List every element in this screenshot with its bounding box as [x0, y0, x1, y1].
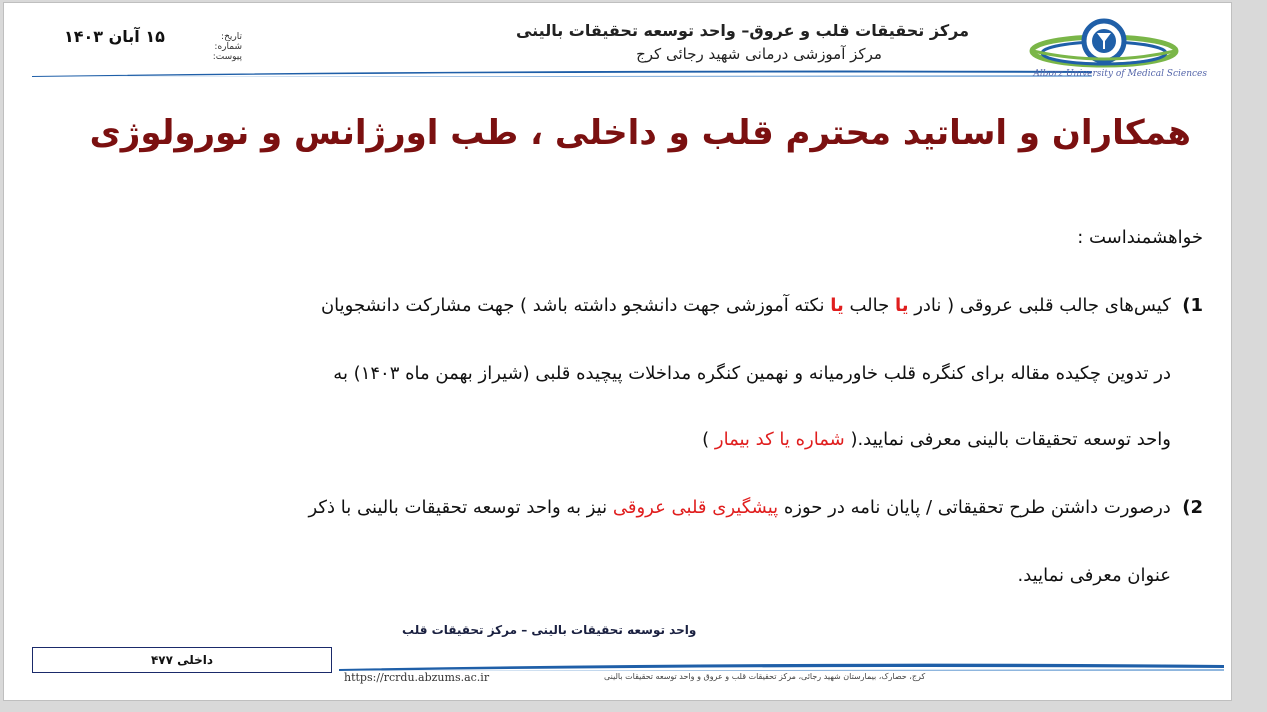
item1-text-a: کیس‌های جالب قلبی عروقی ( نادر: [908, 295, 1171, 316]
footer-url: https://rcrdu.abzums.ac.ir: [344, 671, 490, 684]
item2-line1: [308, 497, 1203, 518]
letter-date: ۱۵ آبان ۱۴۰۳: [64, 27, 165, 46]
meta-number-label: شماره:: [214, 42, 242, 52]
signature: واحد توسعه تحقیقات بالینی – مرکز تحقیقات قلب: [402, 623, 697, 637]
meta-attachment-label: پیوست:: [212, 52, 242, 62]
letter-page: [3, 2, 1232, 701]
item2-number: 2): [1182, 497, 1203, 518]
item1-or-1: یا: [894, 295, 909, 316]
item1-patient-code: شماره یا کد بیمار: [714, 429, 845, 450]
item1-text-c: نکته آموزشی جهت دانشجو داشته باشد ) جهت مشارکت دانشجویان: [320, 295, 831, 316]
item2-text-a: درصورت داشتن طرح تحقیقاتی / پایان نامه در حوزه: [778, 497, 1171, 518]
footer-address: کرج، حصارک، بیمارستان شهید رجائی، مرکز تحقیقات قلب و عروق و واحد توسعه تحقیقات بالینی: [604, 672, 926, 681]
university-name: Alborz University of Medical Sciences: [1033, 69, 1207, 79]
header-center-line2: مرکز آموزشی درمانی شهید رجائی کرج: [636, 45, 882, 63]
item2-prevention-topic: پیشگیری قلبی عروقی: [612, 497, 779, 518]
item1-line2: در تدوین چکیده مقاله برای کنگره قلب خاورمیانه و نهمین کنگره مداخلات پیچیده قلبی (شیراز بهمن ماه ۱۴۰۳) به: [333, 363, 1171, 384]
item1-text-b: جالب: [843, 295, 895, 316]
item1-line3: [702, 429, 1171, 450]
letter-meta: [182, 32, 242, 62]
item2-line2: عنوان معرفی نمایید.: [1017, 565, 1171, 586]
header-center-line1: مرکز تحقیقات قلب و عروق– واحد توسعه تحقیقات بالینی: [515, 21, 969, 40]
item1-line3-text-a: واحد توسعه تحقیقات بالینی معرفی نمایید.(: [844, 429, 1171, 450]
meta-date-label: تاریخ:: [221, 32, 242, 42]
item1-number: 1): [1182, 295, 1203, 316]
item2-text-b: نیز به واحد توسعه تحقیقات بالینی با ذکر: [308, 497, 613, 518]
request-heading: خواهشمنداست :: [1077, 227, 1203, 248]
item1-or-2: یا: [830, 295, 844, 316]
extension-box: داخلی ۴۷۷: [32, 647, 332, 673]
header-divider-band: [32, 67, 1092, 77]
letter-title: همکاران و اساتید محترم قلب و داخلی ، طب اورژانس و نورولوژی: [89, 113, 1191, 153]
item1-line1: [321, 295, 1203, 316]
item1-line3-text-b: ): [702, 429, 715, 450]
